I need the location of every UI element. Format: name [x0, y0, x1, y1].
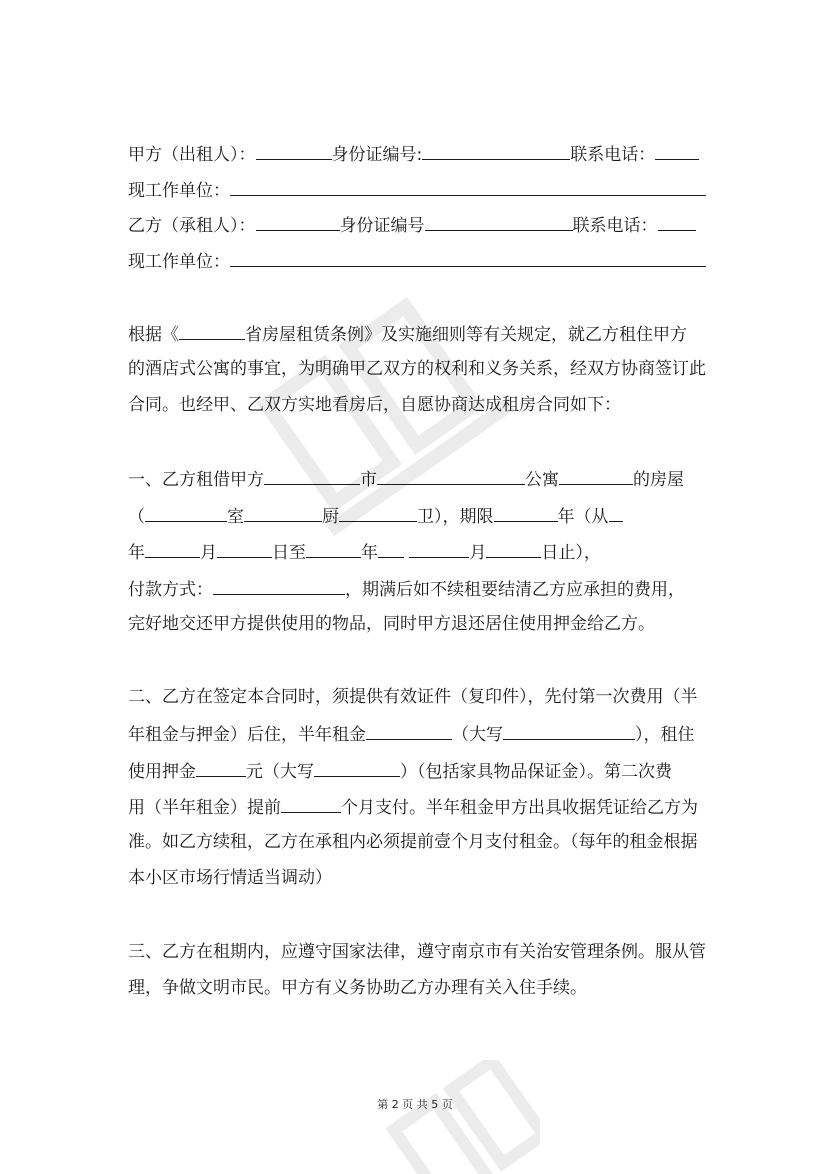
end-gap-blank[interactable] [378, 539, 404, 558]
clause2-text-l4b: 个月支付。半年租金甲方出具收据凭证给乙方为 [341, 798, 698, 818]
party-b-work-blank[interactable] [230, 248, 706, 267]
intro-line-1 [128, 321, 708, 347]
party-a-work-label: 现工作单位： [128, 181, 230, 201]
clause1-line-5: 完好地交还甲方提供使用的物品，同时甲方退还居住使用押金给乙方。 [128, 614, 655, 634]
party-a-label: 甲方（出租人）： [128, 145, 256, 165]
party-b-work-label: 现工作单位： [128, 252, 230, 272]
apartment-blank[interactable] [559, 466, 633, 485]
intro-line-3: 合同。也经甲、乙双方实地看房后，自愿协商达成租房合同如下： [128, 395, 621, 415]
clause1-text-b3: 厨 [322, 507, 339, 527]
clause2-line-4 [128, 794, 708, 820]
province-blank[interactable] [179, 321, 245, 340]
clause2-text-l2a: 年租金与押金）后住，半年租金 [128, 725, 366, 745]
clause1-text-a3: 公寓 [525, 470, 559, 490]
deposit-blank[interactable] [196, 758, 246, 777]
page-number: 第 2 页 共 5 页 [377, 1098, 453, 1111]
deposit-uppercase-blank[interactable] [314, 758, 400, 777]
party-a-id-blank[interactable] [422, 141, 570, 160]
payment-method-label: 付款方式： [128, 580, 213, 600]
start-year-blank[interactable] [609, 503, 623, 522]
clause1-text-b2: 室 [227, 507, 244, 527]
rent-uppercase-blank[interactable] [503, 721, 635, 740]
clause2-text-l3a: 使用押金 [128, 762, 196, 782]
clause1-text-c2: 月 [200, 543, 217, 563]
clause2-text-l2c: ），租住 [635, 725, 695, 745]
party-a-work-line [128, 177, 708, 203]
watermark-logo-bottom [380, 1060, 540, 1174]
clause1-text-c4: 年 [361, 543, 378, 563]
address-blank[interactable] [377, 466, 525, 485]
party-a-phone-blank[interactable] [655, 141, 699, 160]
party-b-label: 乙方（承租人）： [128, 216, 256, 236]
clause1-text-c1: 年 [128, 543, 145, 563]
clause1-text-a2: 市 [360, 470, 377, 490]
party-a-id-label: 身份证编号: [331, 145, 423, 165]
intro-text-start: 根据《 [128, 325, 179, 345]
clause3-line-2: 理，争做文明市民。甲方有义务协助乙方办理有关入住手续。 [128, 978, 587, 998]
bathroom-blank[interactable] [339, 503, 417, 522]
start-month-blank[interactable] [145, 539, 200, 558]
party-b-name-blank[interactable] [256, 212, 340, 231]
clause2-line-6: 本小区市场行情适当调动） [128, 868, 332, 888]
party-a-line [128, 141, 708, 167]
intro-text-rest: 省房屋租赁条例》及实施细则等有关规定，就乙方租住甲方 [245, 325, 687, 345]
start-day-blank[interactable] [217, 539, 272, 558]
party-b-id-blank[interactable] [425, 212, 573, 231]
clause1-text-d2: ，期满后如不续租要结清乙方应承担的费用， [345, 580, 685, 600]
intro-line-2: 的酒店式公寓的事宜，为明确甲乙双方的权利和义务关系，经双方协商签订此 [128, 359, 706, 379]
party-b-work-line [128, 248, 708, 274]
clause1-line-2 [128, 503, 708, 529]
clause2-text-l4a: 用（半年租金）提前 [128, 798, 281, 818]
clause2-text-l3b: 元（大写 [246, 762, 314, 782]
end-year-blank[interactable] [306, 539, 361, 558]
end-month-blank[interactable] [409, 539, 469, 558]
clause1-text-c6: 日止）， [541, 543, 601, 563]
party-b-phone-label: 联系电话： [572, 216, 658, 236]
party-a-name-blank[interactable] [256, 141, 332, 160]
clause1-text-b4: 卫），期限 [417, 507, 494, 527]
payment-method-blank[interactable] [213, 576, 345, 595]
party-b-phone-blank[interactable] [658, 212, 696, 231]
clause1-text-a4: 的房屋 [633, 470, 684, 490]
city-blank[interactable] [264, 466, 360, 485]
clause2-text-l2b: （大写 [452, 725, 503, 745]
clause2-line-3 [128, 758, 708, 784]
clause1-text-a1: 一、乙方租借甲方 [128, 470, 264, 490]
clause2-line-1: 二、乙方在签定本合同时，须提供有效证件（复印件），先付第一次费用（半 [128, 687, 698, 707]
clause1-line-3 [128, 539, 708, 565]
party-a-work-blank[interactable] [230, 177, 706, 196]
clause3-line-1: 三、乙方在租期内，应遵守国家法律，遵守南京市有关治安管理条例。服从管 [128, 942, 706, 962]
clause2-line-2 [128, 721, 708, 747]
clause2-text-l3c: ）（包括家具物品保证金）。第二次费 [400, 762, 672, 782]
clause1-text-c5: 月 [469, 543, 487, 563]
room-blank[interactable] [145, 503, 227, 522]
clause1-line-1 [128, 466, 708, 492]
party-b-id-label: 身份证编号 [339, 216, 425, 236]
party-b-line [128, 212, 708, 238]
clause1-text-b1: （ [128, 507, 145, 527]
half-year-rent-blank[interactable] [366, 721, 452, 740]
clause1-line-4 [128, 576, 708, 602]
kitchen-blank[interactable] [244, 503, 322, 522]
advance-months-blank[interactable] [281, 794, 341, 813]
end-day-blank[interactable] [486, 539, 541, 558]
clause2-line-5: 准。如乙方续租，乙方在承租内必须提前壹个月支付租金。（每年的租金根据 [128, 832, 698, 852]
term-years-blank[interactable] [494, 503, 558, 522]
clause1-text-c3: 日至 [272, 543, 306, 563]
party-a-phone-label: 联系电话： [570, 145, 656, 165]
clause1-text-b5: 年（从 [557, 507, 609, 527]
